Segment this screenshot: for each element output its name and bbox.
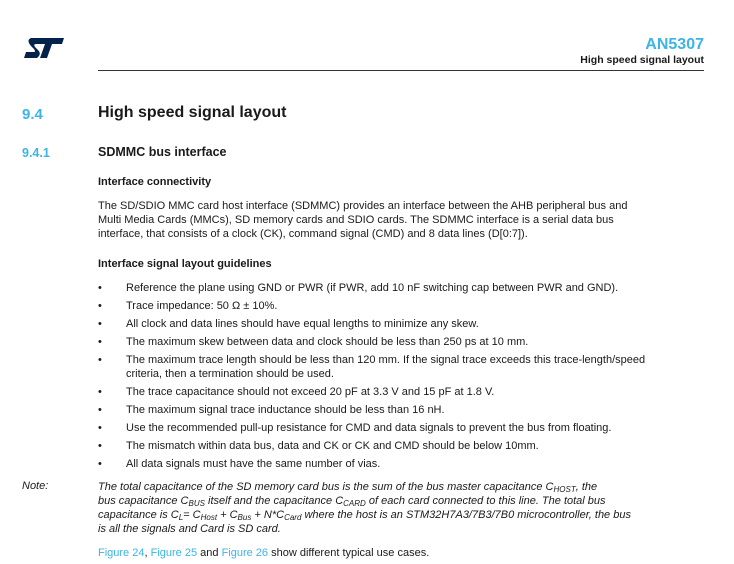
list-item [98,439,698,453]
list-item-text: Use the recommended pull-up resistance for CMD and data signals to prevent the bus from floating. [126,422,612,434]
bullet-icon: • [98,282,102,294]
document-id: AN5307 [645,36,704,53]
list-item [98,317,698,331]
figure-24-link[interactable]: Figure 24 [98,547,145,559]
paragraph-line: Multi Media Cards (MMCs), SD memory cards and SDIO cards. The SDMMC interface is a serial data bus [98,214,614,226]
paragraph-line: interface, that consists of a clock (CK), command signal (CMD) and 8 data lines (D[0:7]). [98,228,528,240]
note-line: capacitance is $C_L= C_{Host} + C_{Bus} + N*C_{Card}$ where the host is an STM32H7A3/7B3/7B0 microcontroller, the bus [98,509,631,522]
header-subtitle: High speed signal layout [580,54,704,66]
note-line: bus capacitance $C_{BUS}$ itself and the capacitance $C_{CARD}$ of each card connected to this line. The total bus [98,495,606,508]
list-item [98,281,698,295]
bullet-icon: • [98,404,102,416]
figure-26-link[interactable]: Figure 26 [221,547,269,559]
paragraph-line: The SD/SDIO MMC card host interface (SDMMC) provides an interface between the AHB peripheral bus and [98,200,628,212]
list-item-text: The mismatch within data bus, data and CK or CK and CMD should be below 10mm. [126,440,539,452]
connectivity-heading: Interface connectivity [98,176,212,188]
list-item-text: criteria, then a termination should be used. [126,368,334,380]
bullet-icon: • [98,440,102,452]
note-label: Note: [22,480,49,492]
subsection-title: SDMMC bus interface [98,145,227,159]
bullet-icon: • [98,386,102,398]
list-item-text: The maximum skew between data and clock should be less than 250 ps at 10 mm. [126,336,529,348]
bullet-icon: • [98,300,102,312]
list-item-text: The maximum trace length should be less than 120 mm. If the signal trace exceeds this trace-length/speed [126,354,646,366]
figure-references: Figure 24, Figure 25 and Figure 26 show different typical use cases. [98,547,430,559]
connectivity-paragraph [98,199,698,241]
list-item [98,403,698,417]
list-item [98,385,698,399]
list-item-text: Reference the plane using GND or PWR (if PWR, add 10 nF switching cap between PWR and GND). [126,282,619,294]
section-number: 9.4 [22,106,43,123]
bullet-icon: • [98,318,102,330]
section-title: High speed signal layout [98,104,287,121]
list-item [98,335,698,349]
bullet-icon: • [98,354,102,366]
figure-25-link[interactable]: Figure 25 [150,547,198,559]
header-divider [98,70,704,71]
bullet-icon: • [98,422,102,434]
list-item [98,299,698,313]
note-line: The total capacitance of the SD memory card bus is the sum of the bus master capacitance $C_{HOST}$, the [98,481,598,494]
subsection-number: 9.4.1 [22,146,50,160]
list-item-text: The maximum signal trace inductance should be less than 16 nH. [126,404,445,416]
list-item [98,421,698,435]
list-item-text: The trace capacitance should not exceed 20 pF at 3.3 V and 15 pF at 1.8 V. [126,386,495,398]
guidelines-list [98,281,698,475]
bullet-icon: • [98,458,102,470]
note-text [98,480,698,536]
list-item [98,457,698,471]
list-item-text: All data signals must have the same number of vias. [126,458,381,470]
guidelines-heading: Interface signal layout guidelines [98,258,272,270]
list-item [98,353,698,381]
st-logo-icon [22,36,66,60]
note-line: is all the signals and Card is SD card. [98,523,281,535]
bullet-icon: • [98,336,102,348]
list-item-text: All clock and data lines should have equal lengths to minimize any skew. [126,318,479,330]
list-item-text: Trace impedance: 50 Ω ± 10%. [126,300,278,312]
